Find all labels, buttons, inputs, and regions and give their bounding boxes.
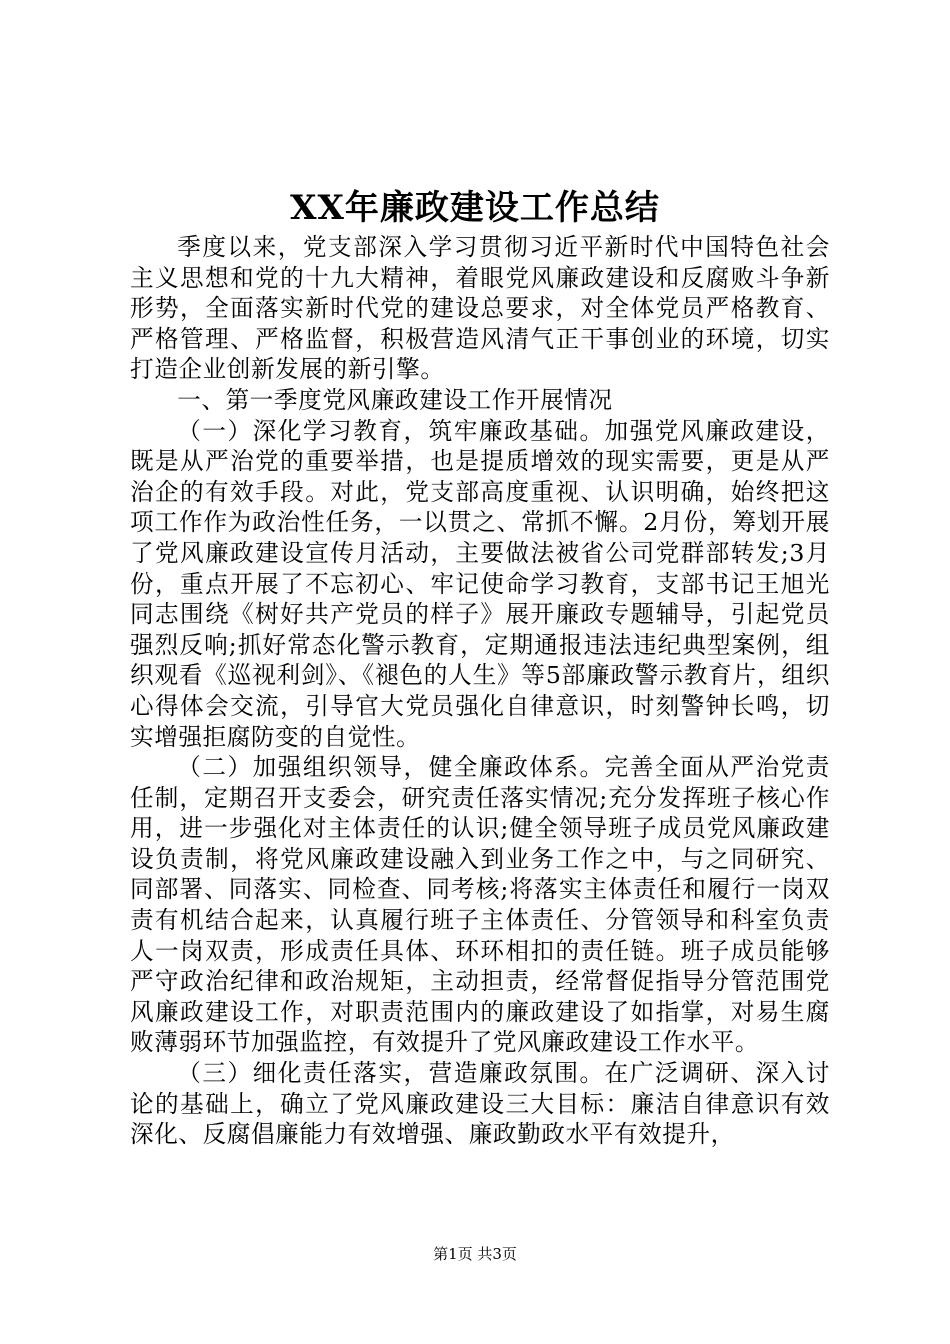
paragraph-item-2: （二）加强组织领导，健全廉政体系。完善全面从严治党责任制，定期召开支委会，研究责任落实情况;充分发挥班子核心作用，进一步强化对主体责任的认识;健全领导班子成员党风廉政建设负责制，将党风廉政建设融入到业务工作之中，与之同研究、同部署、同落实、同检查、同考核;将落实主体责任和履行一岗双责有机结合起来，认真履行班子主体责任、分管领导和科室负责人一岗双责，形成责任具体、环环相扣的责任链。班子成员能够严守政治纪律和政治规矩，主动担责，经常督促指导分管范围党风廉政建设工作，对职责范围内的廉政建设了如指掌，对易生腐败薄弱环节加强监控，有效提升了党风廉政建设工作水平。 [130, 753, 830, 1057]
paragraph-item-1: （一）深化学习教育，筑牢廉政基础。加强党风廉政建设，既是从严治党的重要举措，也是提质增效的现实需要，更是从严治企的有效手段。对此，党支部高度重视、认识明确，始终把这项工作作为政治性任务，一以贯之、常抓不懈。2月份，筹划开展了党风廉政建设宣传月活动，主要做法被省公司党群部转发;3月份，重点开展了不忘初心、牢记使命学习教育，支部书记王旭光同志围绕《树好共产党员的样子》展开廉政专题辅导，引起党员强烈反响;抓好常态化警示教育，定期通报违法违纪典型案例，组织观看《巡视利剑》、《褪色的人生》等5部廉政警示教育片，组织心得体会交流，引导官大党员强化自律意识，时刻警钟长鸣，切实增强拒腐防变的自觉性。 [130, 416, 830, 751]
paragraph-intro: 季度以来，党支部深入学习贯彻习近平新时代中国特色社会主义思想和党的十九大精神，着眼党风廉政建设和反腐败斗争新形势，全面落实新时代党的建设总要求，对全体党员严格教育、严格管理、严格监督，积极营造风清气正干事创业的环境，切实打造企业创新发展的新引擎。 [130, 233, 830, 384]
document-title: XX年廉政建设工作总结 [290, 188, 660, 228]
page-number-footer: 第1页 共3页 [433, 1245, 517, 1263]
section-heading-1: 一、第一季度党风廉政建设工作开展情况 [177, 385, 613, 414]
document-body [130, 232, 830, 1150]
paragraph-item-3: （三）细化责任落实，营造廉政氛围。在广泛调研、深入讨论的基础上，确立了党风廉政建设三大目标：廉洁自律意识有效深化、反腐倡廉能力有效增强、廉政勤政水平有效提升， [130, 1059, 830, 1149]
